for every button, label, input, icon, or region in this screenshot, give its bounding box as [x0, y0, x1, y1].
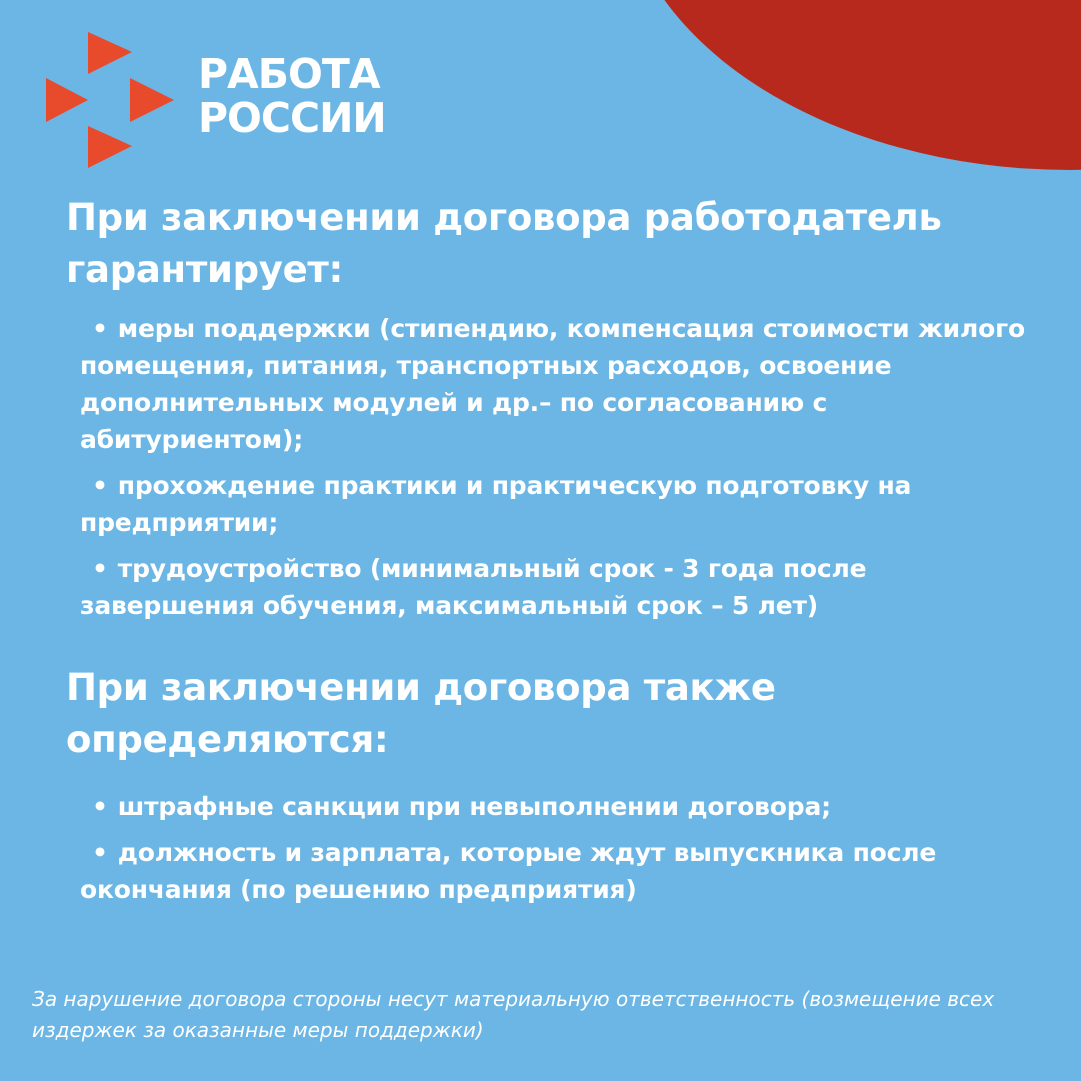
footnote: За нарушение договора стороны несут материальную ответственность (возмещение всех издержек за оказанные меры поддержки): [32, 987, 995, 1042]
corner-decoration: [620, 0, 1081, 170]
bullet: •: [92, 554, 108, 583]
section2-heading: При заключении договора также определяются:: [66, 666, 776, 761]
bullet: •: [92, 838, 108, 867]
list-item: [80, 550, 1040, 624]
list-item-text: прохождение практики и практическую подготовку на предприятии;: [80, 471, 912, 537]
section2-list: [80, 788, 1040, 917]
section1-heading: При заключении договора работодатель гарантирует:: [66, 196, 942, 291]
list-item-text: трудоустройство (минимальный срок - 3 года после завершения обучения, максимальный срок – 5 лет): [80, 554, 867, 620]
four-arrows-logo-icon: [44, 30, 184, 170]
list-item: [80, 834, 1040, 908]
list-item-text: должность и зарплата, которые ждут выпускника после окончания (по решению предприятия): [80, 838, 937, 904]
bullet: •: [92, 792, 108, 821]
bullet: •: [92, 314, 108, 343]
list-item: [80, 467, 1040, 541]
list-item-text: штрафные санкции при невыполнении договора;: [117, 792, 831, 821]
bullet: •: [92, 471, 108, 500]
list-item: [80, 788, 1040, 825]
brand-line-1: РАБОТА: [198, 50, 380, 98]
list-item-text: меры поддержки (стипендию, компенсация стоимости жилого помещения, питания, транспортных расходов, освоение дополнительных модулей и др.– по согласованию с абитуриентом);: [80, 314, 1025, 454]
list-item: [80, 310, 1040, 458]
section1-list: [80, 310, 1040, 633]
brand-line-2: РОССИИ: [198, 94, 386, 142]
brand-wordmark: [198, 52, 386, 140]
